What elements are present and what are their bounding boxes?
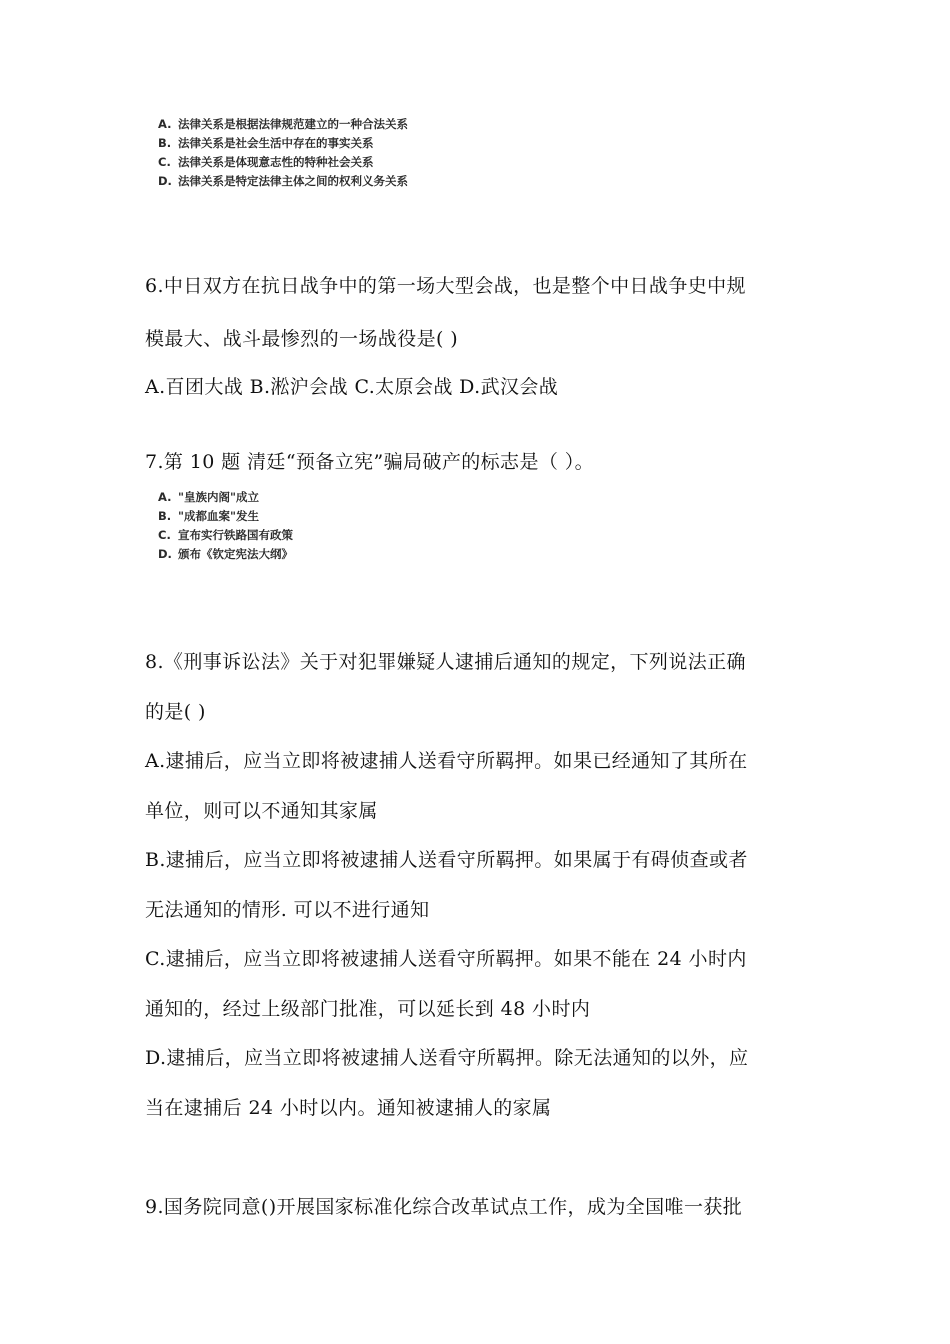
q5-option-d: D. 法律关系是特定法律主体之间的权利义务关系 bbox=[158, 174, 408, 188]
q5-options bbox=[158, 115, 408, 191]
q8-stem-line-1: 8.《刑事诉讼法》关于对犯罪嫌疑人逮捕后通知的规定，下列说法正确 bbox=[145, 651, 746, 673]
q8-stem-line-2: 的是( ) bbox=[145, 701, 206, 723]
q8-option-b-line-2: 无法通知的情形. 可以不进行通知 bbox=[145, 899, 430, 921]
q5-option-a: A. 法律关系是根据法律规范建立的一种合法关系 bbox=[158, 117, 408, 131]
q7-option-c: C. 宣布实行铁路国有政策 bbox=[158, 528, 293, 542]
q7-option-b: B. "成都血案"发生 bbox=[158, 509, 259, 523]
q9-stem-line-1: 9.国务院同意()开展国家标准化综合改革试点工作，成为全国唯一获批 bbox=[145, 1196, 743, 1218]
q8-option-c-line-1: C.逮捕后，应当立即将被逮捕人送看守所羁押。如果不能在 24 小时内 bbox=[145, 948, 747, 970]
q8-option-a-line-1: A.逮捕后，应当立即将被逮捕人送看守所羁押。如果已经通知了其所在 bbox=[145, 750, 748, 772]
q7-stem: 7.第 10 题 清廷“预备立宪”骗局破产的标志是（ ）。 bbox=[145, 451, 594, 473]
q7-option-a: A. "皇族内阁"成立 bbox=[158, 490, 259, 504]
q7-option-d: D. 颁布《钦定宪法大纲》 bbox=[158, 547, 293, 561]
q5-option-b: B. 法律关系是社会生活中存在的事实关系 bbox=[158, 136, 374, 150]
q8-option-a-line-2: 单位，则可以不通知其家属 bbox=[145, 800, 378, 822]
q8-option-c-line-2: 通知的，经过上级部门批准，可以延长到 48 小时内 bbox=[145, 998, 591, 1020]
q6-options: A.百团大战 B.淞沪会战 C.太原会战 D.武汉会战 bbox=[145, 376, 559, 398]
q7-options bbox=[158, 488, 293, 564]
q8-option-d-line-1: D.逮捕后，应当立即将被逮捕人送看守所羁押。除无法通知的以外，应 bbox=[145, 1047, 749, 1069]
q8-option-b-line-1: B.逮捕后，应当立即将被逮捕人送看守所羁押。如果属于有碍侦查或者 bbox=[145, 849, 748, 871]
q8-option-d-line-2: 当在逮捕后 24 小时以内。通知被逮捕人的家属 bbox=[145, 1097, 552, 1119]
q6-stem-line-1: 6.中日双方在抗日战争中的第一场大型会战，也是整个中日战争史中规 bbox=[145, 275, 746, 297]
q5-option-c: C. 法律关系是体现意志性的特种社会关系 bbox=[158, 155, 374, 169]
q6-stem-line-2: 模最大、战斗最惨烈的一场战役是( ) bbox=[145, 328, 459, 350]
